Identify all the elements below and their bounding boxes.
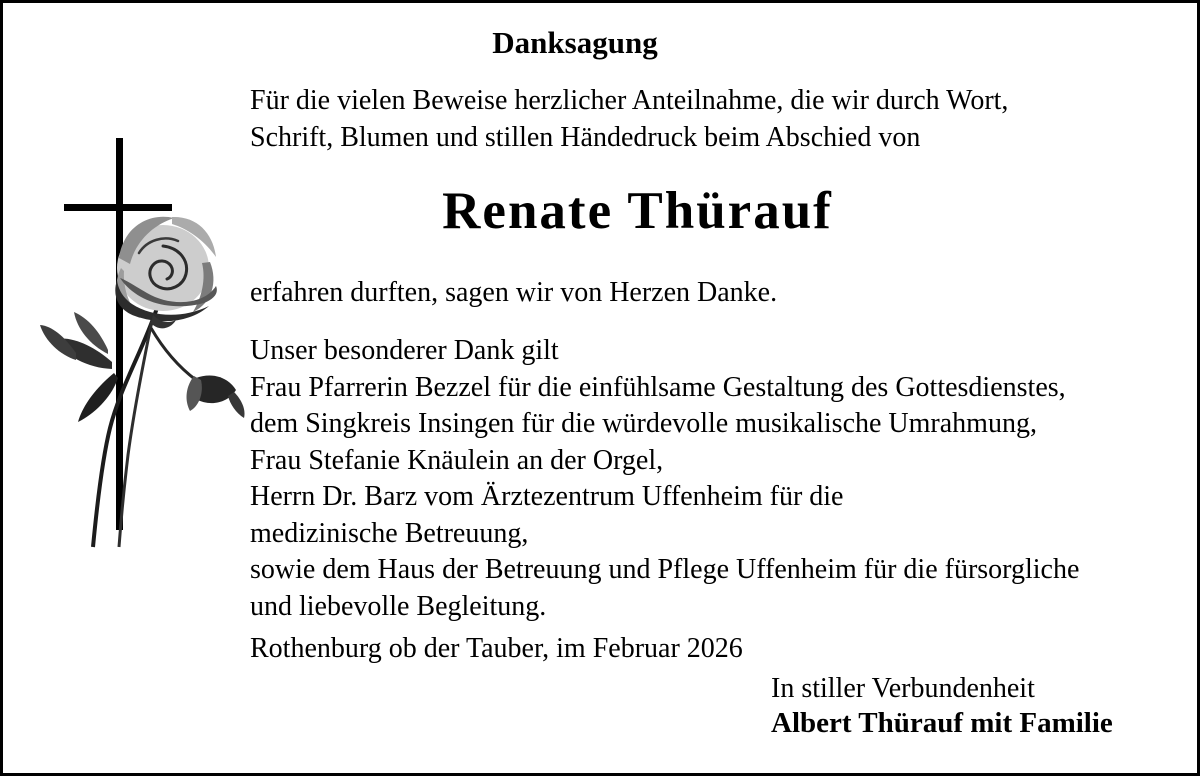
thanks-line: sowie dem Haus der Betreuung und Pflege Uffenheim für die fürsorgliche xyxy=(250,554,1080,585)
thanks-line: medizinische Betreuung, xyxy=(250,517,529,549)
thanks-line: und liebevolle Begleitung. xyxy=(250,590,547,622)
place-date-line: Rothenburg ob der Tauber, im Februar 2026 xyxy=(250,633,743,664)
intro-line: Für die vielen Beweise herzlicher Anteilnahme, die wir durch Wort, xyxy=(250,85,1009,116)
signature-line: Albert Thürauf mit Familie xyxy=(771,707,1113,739)
thanks-line: Frau Pfarrerin Bezzel für die einfühlsame Gestaltung des Gottesdienstes, xyxy=(250,371,1066,403)
thanks-line: Herrn Dr. Barz vom Ärztezentrum Uffenheim für die xyxy=(250,481,844,512)
thanks-line: Frau Stefanie Knäulein an der Orgel, xyxy=(250,444,664,476)
rose-icon xyxy=(40,217,245,547)
closing-block xyxy=(771,671,1113,741)
thanks-paragraph xyxy=(250,333,1079,625)
closing-line: In stiller Verbundenheit xyxy=(771,673,1035,704)
cross-rose-illustration xyxy=(20,110,250,550)
intro-paragraph xyxy=(250,83,1008,156)
intro-line: Schrift, Blumen und stillen Händedruck beim Abschied von xyxy=(250,121,921,153)
deceased-name: Renate Thürauf xyxy=(442,182,833,240)
thanks-line: dem Singkreis Insingen für die würdevolle musikalische Umrahmung, xyxy=(250,408,1037,439)
after-name-line: erfahren durften, sagen wir von Herzen Danke. xyxy=(250,277,778,308)
thanks-line: Unser besonderer Dank gilt xyxy=(250,335,559,366)
notice-title: Danksagung xyxy=(492,25,658,60)
